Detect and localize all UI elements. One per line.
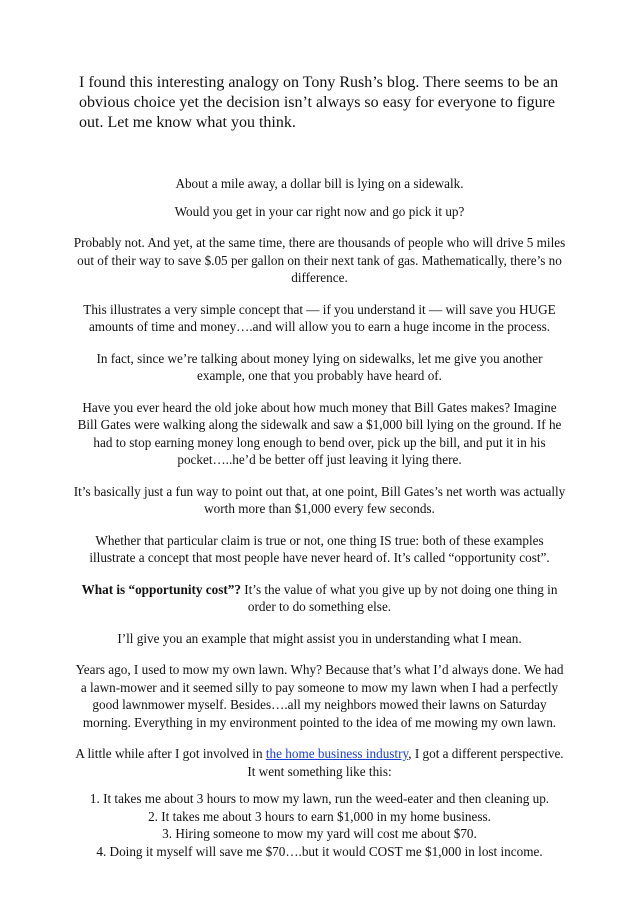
list-item: 2. It takes me about 3 hours to earn $1,000 in my home business. — [148, 808, 491, 824]
list-item: 3. Hiring someone to mow my yard will cost me about $70. — [162, 826, 477, 841]
paragraph-question: Would you get in your car right now and go pick it up? — [174, 203, 465, 219]
paragraph-concept: This illustrates a very simple concept that — if you understand it — will save you HUGE amounts of time and money….and will allow you to earn a huge income in the process. — [83, 301, 556, 334]
article-body — [72, 175, 567, 860]
intro-paragraph: I found this interesting analogy on Tony Rush’s blog. There seems to be an obvious choice yet the decision isn’t always so easy for everyone to figure out. Let me know what you think. — [79, 74, 559, 131]
paragraph-bill-gates: Have you ever heard the old joke about how much money that Bill Gates makes? Imagine Bill Gates were walking along the sidewalk and saw a $1,000 bill lying on the ground. If he had to stop earning money long enough to bend over, pick up the bill, and put it in his pocket…..he’d be better off just leaving it lying there. — [77, 399, 562, 467]
perspective-text-after: , I got a different perspective. It went something like this: — [247, 746, 564, 779]
paragraph-dollar-bill: About a mile away, a dollar bill is lying on a sidewalk. — [175, 176, 464, 191]
perspective-text-before: A little while after I got involved in — [75, 746, 266, 761]
paragraph-net-worth: It’s basically just a fun way to point out that, at one point, Bill Gates’s net worth was actually worth more than $1,000 every few seconds. — [73, 483, 566, 516]
paragraph-perspective — [72, 745, 567, 780]
paragraph-opportunity-intro: Whether that particular claim is true or not, one thing IS true: both of these examples illustrate a concept that most people have never heard of. It’s called “opportunity cost”. — [89, 532, 550, 565]
paragraph-lawn: Years ago, I used to mow my own lawn. Why? Because that’s what I’d always done. We had a lawn-mower and it seemed silly to pay someone to mow my lawn when I had a perfectly good lawnmower myself. Besides….all my neighbors mowed their lawns on Saturday morning. Everything in my environment pointed to the idea of me mowing my own lawn. — [75, 662, 564, 730]
numbered-list — [72, 790, 567, 860]
paragraph-gas: Probably not. And yet, at the same time, there are thousands of people who will drive 5 miles out of their way to save $.05 per gallon on their next tank of gas. Mathematically, there’s no difference. — [73, 235, 566, 285]
opportunity-cost-text: It’s the value of what you give up by not doing one thing in order to do something else. — [240, 581, 558, 614]
paragraph-example-intro: I’ll give you an example that might assist you in understanding what I mean. — [117, 630, 522, 646]
paragraph-opportunity-definition — [72, 581, 567, 616]
opportunity-cost-heading: What is “opportunity cost”? — [81, 581, 241, 597]
home-business-link[interactable]: the home business industry — [265, 746, 409, 761]
list-item: 4. Doing it myself will save me $70….but it would COST me $1,000 in lost income. — [96, 843, 543, 859]
list-item: 1. It takes me about 3 hours to mow my lawn, run the weed-eater and then cleaning up. — [89, 791, 550, 806]
paragraph-another-example: In fact, since we’re talking about money lying on sidewalks, let me give you another example, one that you probably have heard of. — [96, 350, 543, 383]
